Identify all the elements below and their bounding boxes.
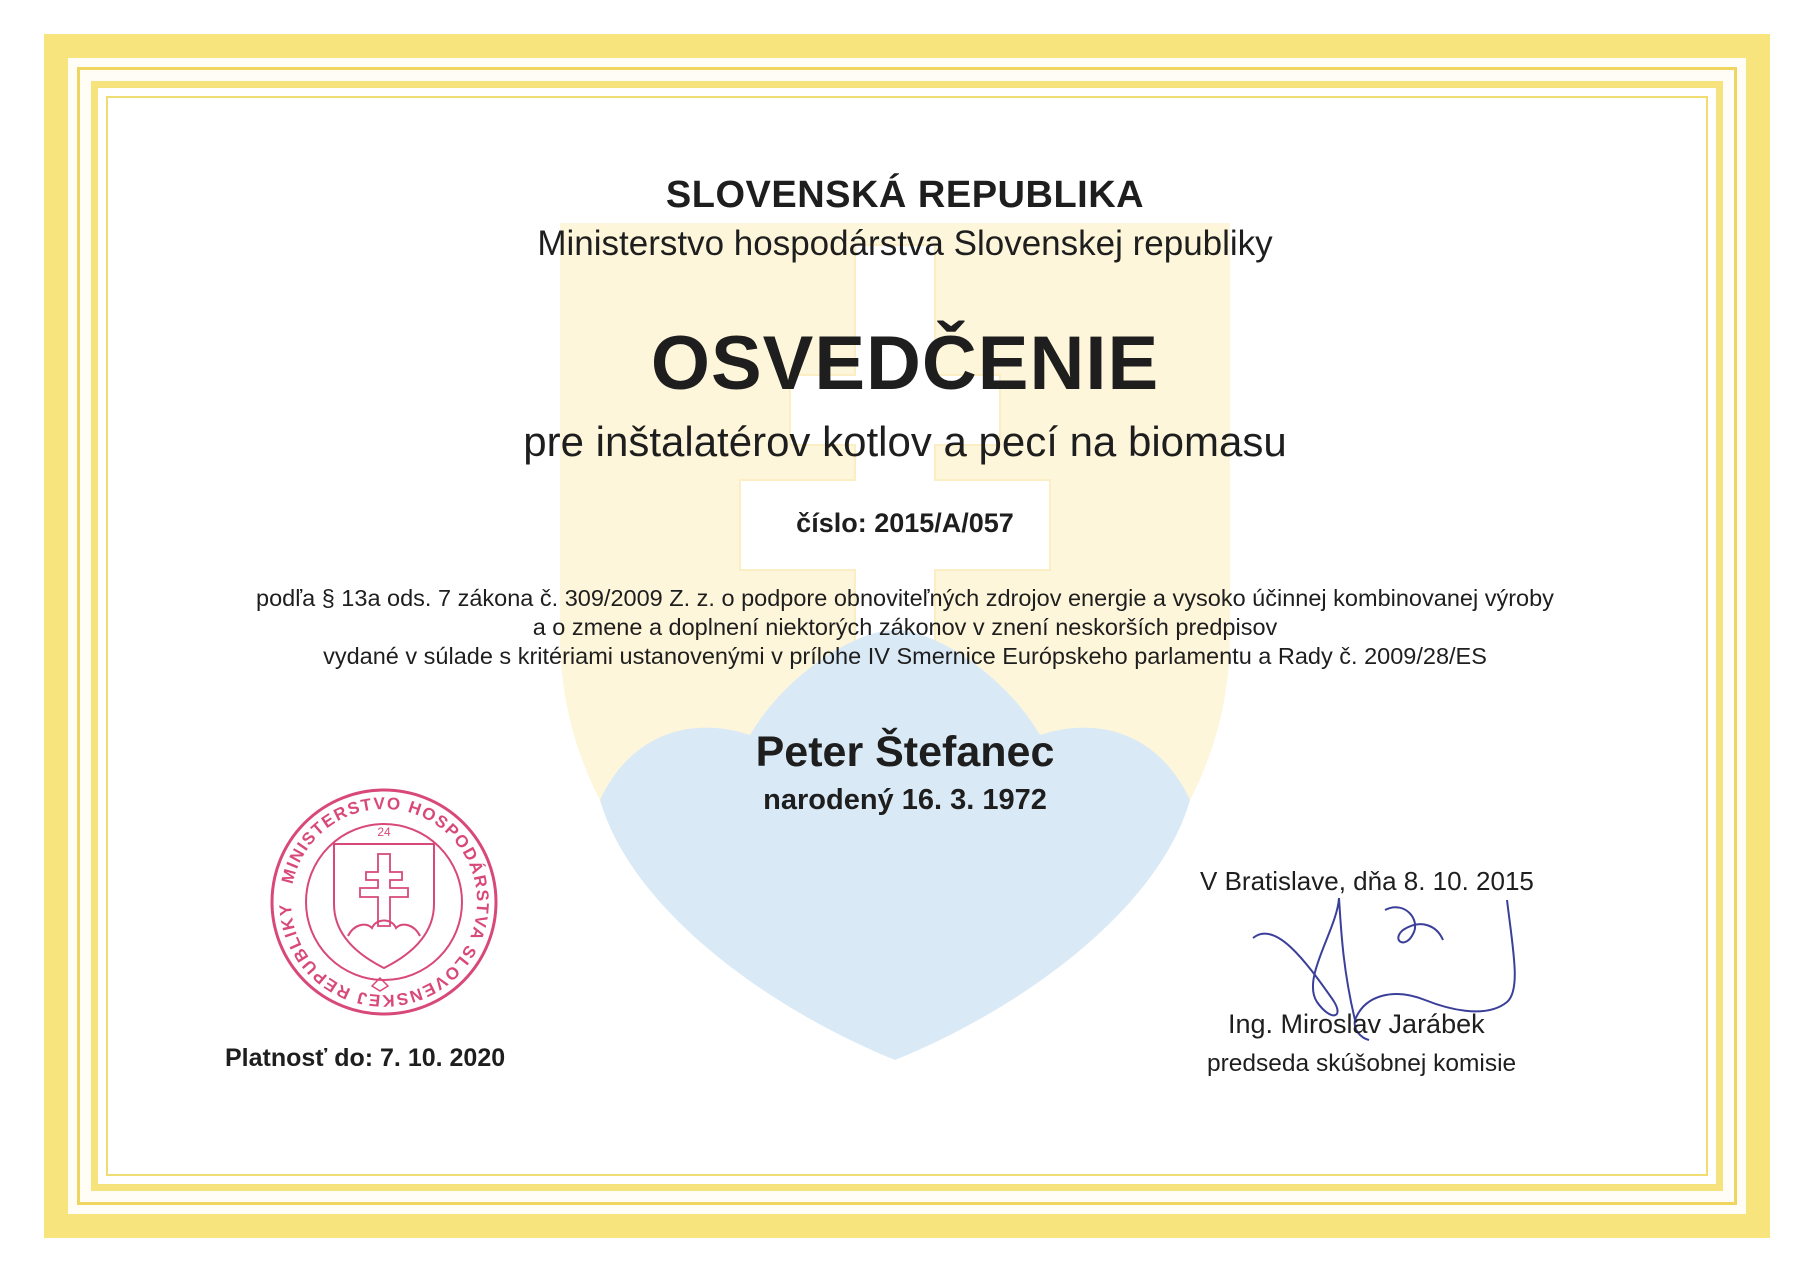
legal-basis [0,584,1810,671]
certificate-subtitle: pre inštalatérov kotlov a pecí na biomasu [523,418,1287,465]
validity-date: Platnosť do: 7. 10. 2020 [225,1044,506,1072]
signatory-name: Ing. Miroslav Jarábek [1228,1009,1485,1039]
legal-line: podľa § 13a ods. 7 zákona č. 309/2009 Z. z. o podpore obnoviteľných zdrojov energie a vysoko účinnej kombinovanej výroby [256,585,1554,611]
ministry-seal-icon [268,786,500,1018]
legal-line: vydané v súlade s kritériami ustanovenými v prílohe IV Smernice Európskeho parlamentu a Rady č. 2009/28/ES [323,643,1487,669]
holder-birthdate: narodený 16. 3. 1972 [763,784,1047,816]
ministry-heading: Ministerstvo hospodárstva Slovenskej republiky [537,224,1273,263]
issue-place-date: V Bratislave, dňa 8. 10. 2015 [1200,866,1534,896]
holder-name: Peter Štefanec [755,728,1055,776]
legal-line: a o zmene a doplnení niektorých zákonov v znení neskorších predpisov [532,614,1278,640]
seal-text: MINISTERSTVO HOSPODÁRSTVA SLOVENSKEJ REPUBLIKY [275,793,493,1011]
seal-number: 24 [377,825,391,839]
signatory-role: predseda skúšobnej komisie [1207,1050,1517,1077]
country-heading: SLOVENSKÁ REPUBLIKA [665,174,1145,216]
certificate-number: číslo: 2015/A/057 [796,508,1014,538]
certificate-title: OSVEDČENIE [650,321,1160,406]
